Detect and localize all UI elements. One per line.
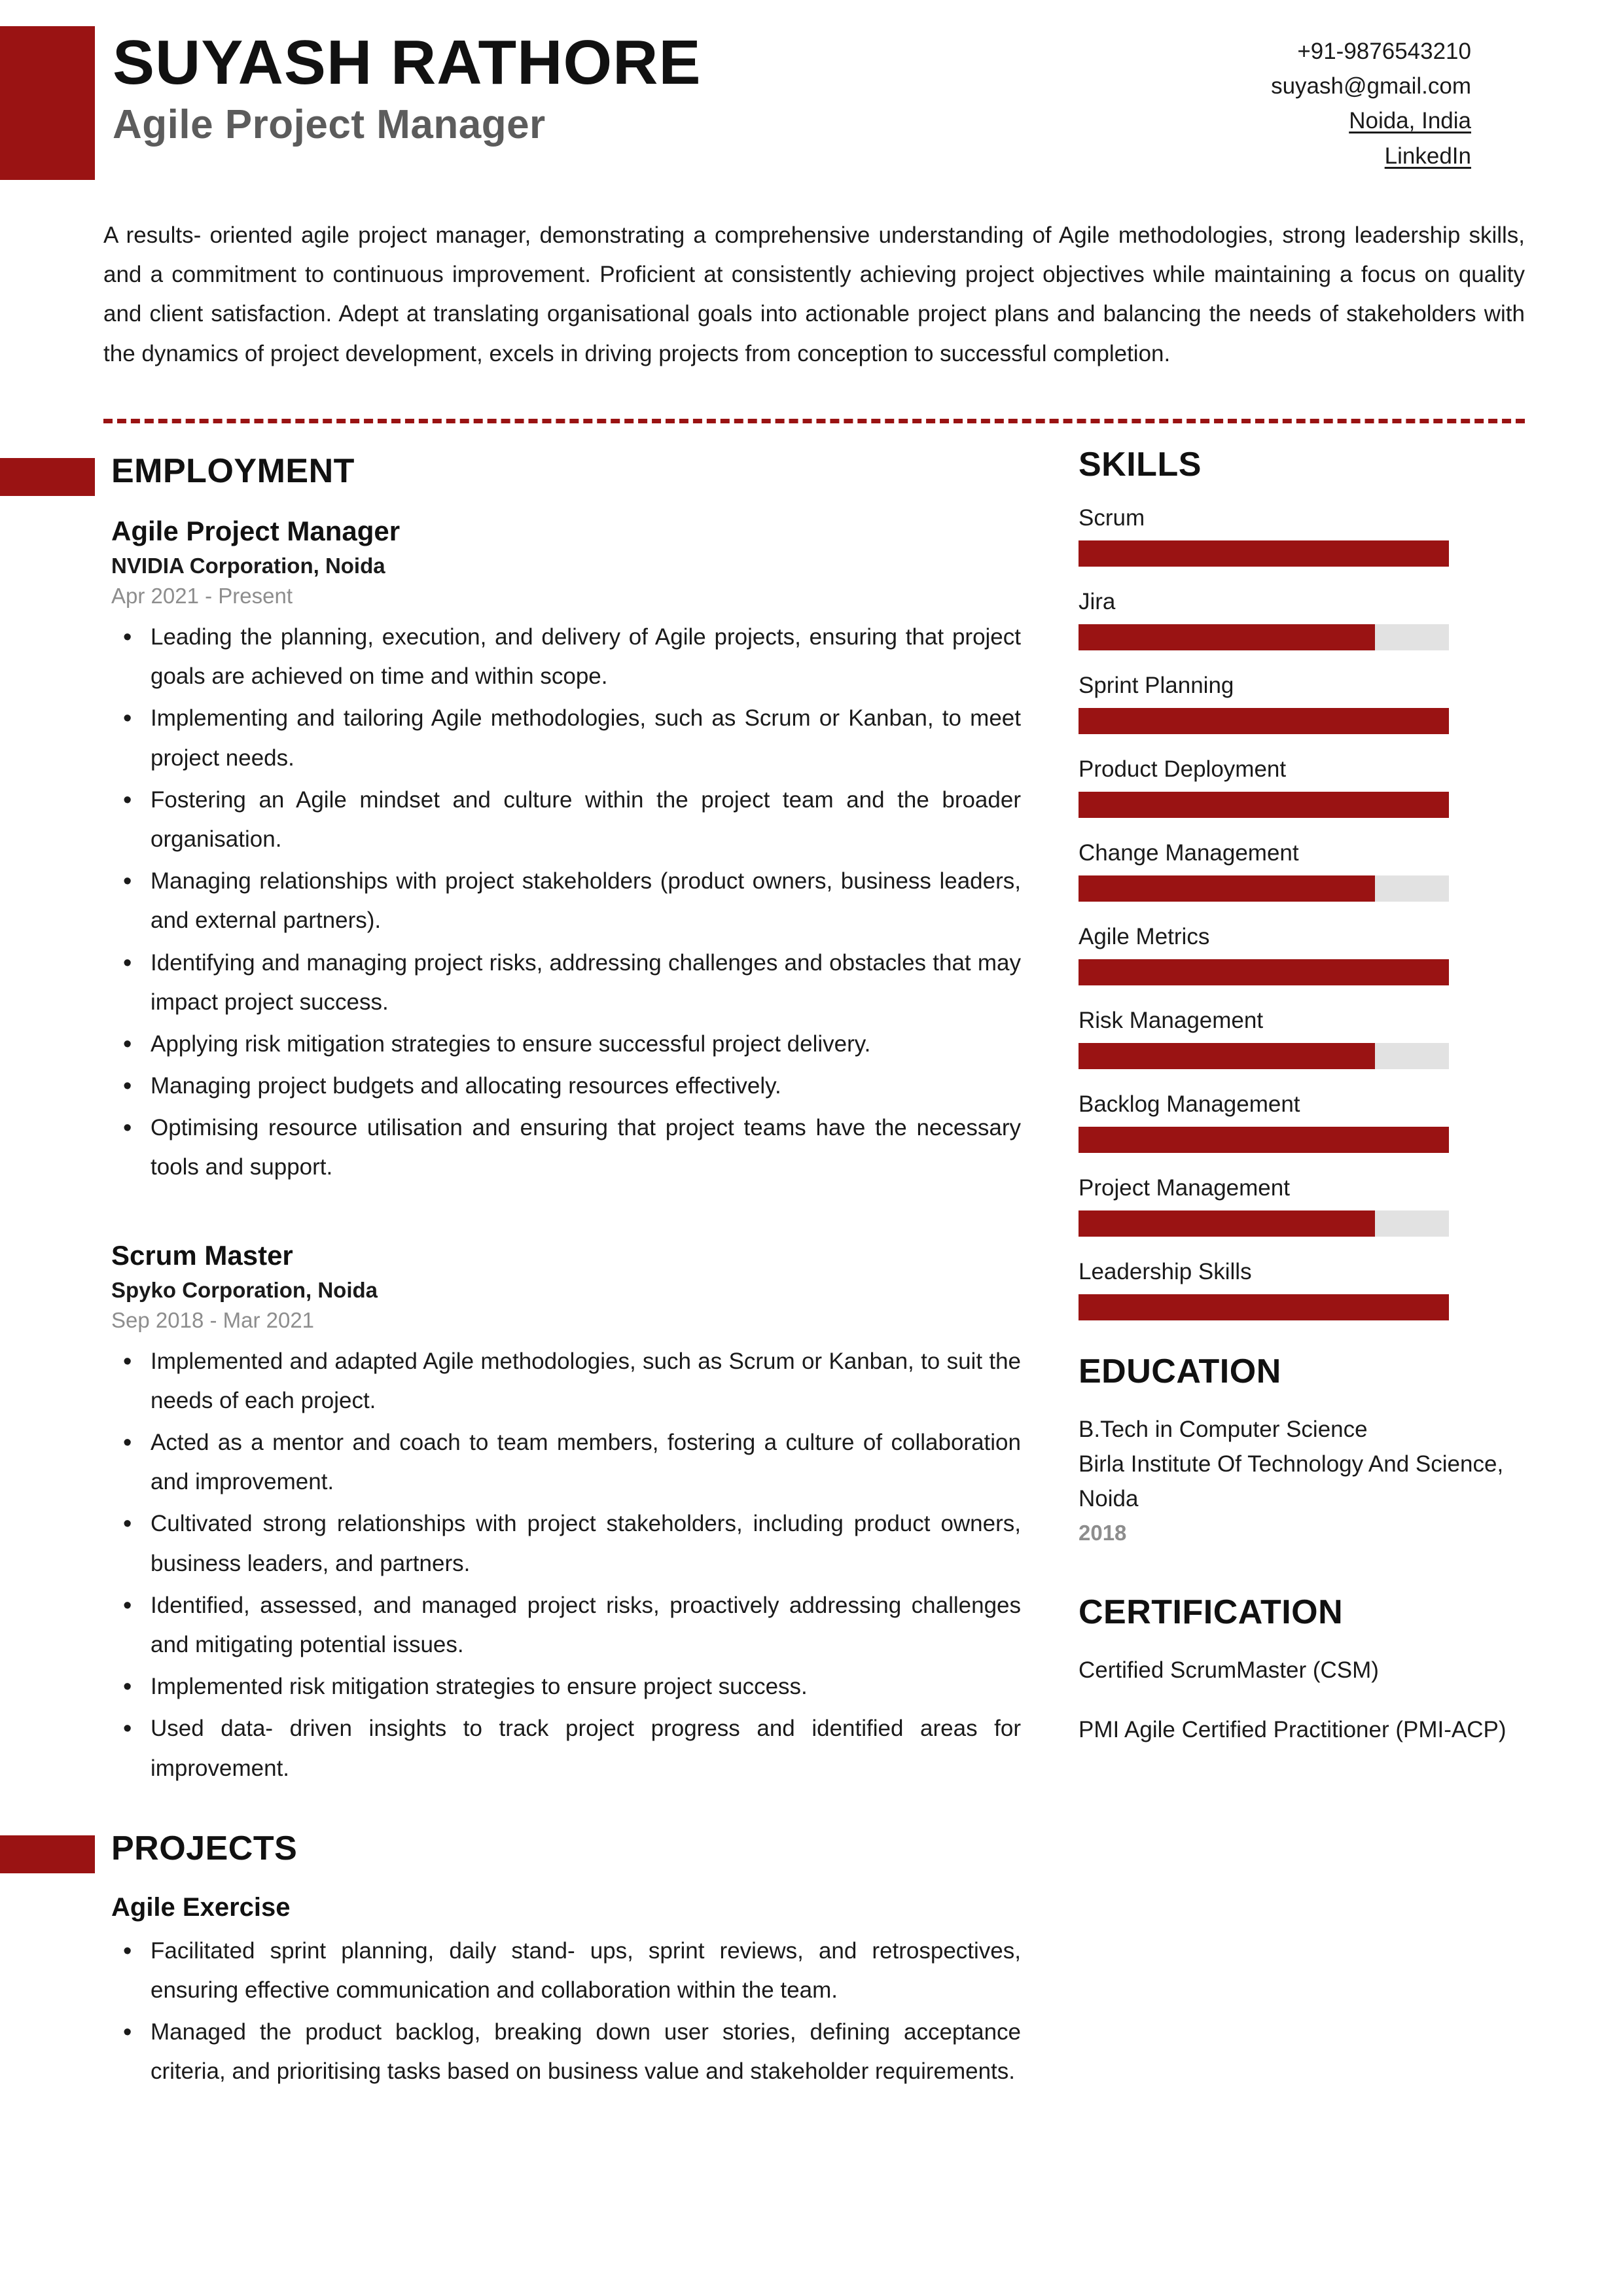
skill-bar-track [1079, 792, 1449, 818]
list-item: • Managed the product backlog, breaking down user stories, defining acceptance criteria, and prioritising tasks based on business value and stakeholder requirements. [145, 2013, 1021, 2091]
skill-label: Sprint Planning [1079, 673, 1234, 698]
skill-bar-fill [1079, 1294, 1449, 1320]
resume-header [0, 0, 1623, 196]
job-dates: Sep 2018 - Mar 2021 [111, 1307, 315, 1332]
right-column [1079, 445, 1537, 1772]
job-bullet-list [111, 1342, 1021, 1788]
skill-bar-fill [1079, 624, 1375, 650]
skill-bar-fill [1079, 708, 1449, 734]
job-company: Spyko Corporation, Noida [111, 1277, 378, 1302]
skill-label: Leadership Skills [1079, 1259, 1252, 1284]
employment-entry [0, 516, 1021, 1188]
skill-item [1079, 756, 1537, 818]
skill-bar-fill [1079, 540, 1449, 567]
education-section-title: EDUCATION [1079, 1352, 1281, 1390]
contact-linkedin-link[interactable]: LinkedIn [1384, 143, 1471, 169]
skill-label: Scrum [1079, 505, 1145, 531]
skill-bar-track [1079, 1127, 1449, 1153]
contact-block [1271, 34, 1471, 173]
skill-item [1079, 1091, 1537, 1153]
employment-section-title: EMPLOYMENT [111, 452, 355, 490]
skill-item [1079, 1175, 1537, 1237]
education-degree: B.Tech in Computer Science [1079, 1417, 1368, 1442]
skill-item [1079, 1008, 1537, 1069]
education-school: Birla Institute Of Technology And Science, Noida [1079, 1451, 1504, 1512]
contact-location: Noida, India [1349, 108, 1471, 134]
skill-label: Jira [1079, 589, 1116, 614]
employment-accent-block [0, 458, 95, 496]
list-item: • Acted as a mentor and coach to team members, fostering a culture of collaboration and improvement. [145, 1423, 1021, 1502]
skill-item [1079, 1259, 1537, 1320]
skill-bar-track [1079, 624, 1449, 650]
list-item: • Managing relationships with project stakeholders (product owners, business leaders, and external partners). [145, 862, 1021, 940]
list-item: • Identifying and managing project risks, addressing challenges and obstacles that may impact project success. [145, 944, 1021, 1022]
skill-bar-fill [1079, 792, 1449, 818]
list-item: Certified ScrumMaster (CSM) [1079, 1657, 1379, 1683]
skill-bar-fill [1079, 1043, 1375, 1069]
skill-bar-track [1079, 540, 1449, 567]
left-column [0, 451, 1021, 2094]
skill-bar-track [1079, 1210, 1449, 1237]
list-item: • Implementing and tailoring Agile methodologies, such as Scrum or Kanban, to meet project needs. [145, 699, 1021, 777]
skills-section-title: SKILLS [1079, 446, 1202, 484]
skill-label: Backlog Management [1079, 1091, 1300, 1117]
projects-accent-block [0, 1835, 95, 1873]
list-item: • Implemented risk mitigation strategies to ensure project success. [145, 1667, 1021, 1706]
skill-bar-track [1079, 959, 1449, 985]
job-bullet-list [111, 618, 1021, 1188]
skill-bar-track [1079, 875, 1449, 902]
skill-item [1079, 505, 1537, 567]
skill-bar-fill [1079, 1210, 1375, 1237]
list-item: PMI Agile Certified Practitioner (PMI-ACP) [1079, 1716, 1507, 1742]
header-name-block [113, 27, 702, 148]
project-entry [0, 1893, 1021, 2092]
candidate-job-title: Agile Project Manager [113, 101, 546, 147]
skill-label: Product Deployment [1079, 756, 1287, 782]
project-name: Agile Exercise [111, 1892, 291, 1922]
job-dates: Apr 2021 - Present [111, 584, 293, 608]
skill-item [1079, 673, 1537, 734]
job-company: NVIDIA Corporation, Noida [111, 554, 385, 578]
education-year: 2018 [1079, 1520, 1127, 1545]
contact-phone: +91-9876543210 [1297, 39, 1471, 64]
projects-section-heading [0, 1829, 1021, 1885]
list-item: • Identified, assessed, and managed project risks, proactively addressing challenges and mitigating potential issues. [145, 1586, 1021, 1665]
skill-item [1079, 840, 1537, 902]
skill-bar-track [1079, 708, 1449, 734]
projects-section-title: PROJECTS [111, 1829, 298, 1867]
list-item: • Managing project budgets and allocating resources effectively. [145, 1067, 1021, 1106]
skill-item [1079, 589, 1537, 650]
skill-label: Risk Management [1079, 1008, 1264, 1033]
certification-section-title: CERTIFICATION [1079, 1593, 1344, 1631]
contact-email: suyash@gmail.com [1271, 73, 1471, 99]
header-accent-block [0, 26, 95, 180]
list-item: • Optimising resource utilisation and ensuring that project teams have the necessary tools and support. [145, 1108, 1021, 1187]
skill-bar-track [1079, 1043, 1449, 1069]
employment-section-heading [0, 451, 1021, 508]
list-item: • Applying risk mitigation strategies to ensure successful project delivery. [145, 1025, 1021, 1064]
spacer [0, 1791, 1021, 1829]
skill-bar-fill [1079, 959, 1449, 985]
section-divider [103, 419, 1525, 423]
candidate-name: SUYASH RATHORE [113, 27, 702, 97]
education-entry [1079, 1412, 1537, 1545]
professional-summary: A results- oriented agile project manager, demonstrating a comprehensive understanding of Agile methodologies, strong leadership skills, and a commitment to continuous improvement. Proficient at consistently achieving project objectives while maintaining a focus on quality and client satisfaction. Adept at translating organisational goals into actionable project plans and balancing the needs of stakeholders with the dynamics of project development, excels in driving projects from conception to successful completion. [103, 222, 1525, 366]
list-item: • Used data- driven insights to track project progress and identified areas for improvement. [145, 1709, 1021, 1788]
certification-list [1079, 1653, 1537, 1747]
skill-label: Change Management [1079, 840, 1299, 866]
list-item: • Fostering an Agile mindset and culture within the project team and the broader organisation. [145, 781, 1021, 859]
skill-label: Agile Metrics [1079, 924, 1210, 949]
skill-item [1079, 924, 1537, 985]
list-item: • Facilitated sprint planning, daily stand- ups, sprint reviews, and retrospectives, ensuring effective communication and collaboration within the team. [145, 1932, 1021, 2010]
skill-bar-fill [1079, 1127, 1449, 1153]
skill-bar-fill [1079, 875, 1375, 902]
employment-entry [0, 1240, 1021, 1788]
job-role: Agile Project Manager [111, 516, 401, 546]
list-item: • Leading the planning, execution, and delivery of Agile projects, ensuring that project goals are achieved on time and within scope. [145, 618, 1021, 696]
list-item: • Cultivated strong relationships with project stakeholders, including product owners, business leaders, and partners. [145, 1504, 1021, 1583]
skill-bar-track [1079, 1294, 1449, 1320]
skill-label: Project Management [1079, 1175, 1290, 1201]
job-role: Scrum Master [111, 1239, 293, 1271]
spacer [0, 1190, 1021, 1240]
project-bullet-list [111, 1932, 1021, 2092]
list-item: • Implemented and adapted Agile methodologies, such as Scrum or Kanban, to suit the needs of each project. [145, 1342, 1021, 1421]
